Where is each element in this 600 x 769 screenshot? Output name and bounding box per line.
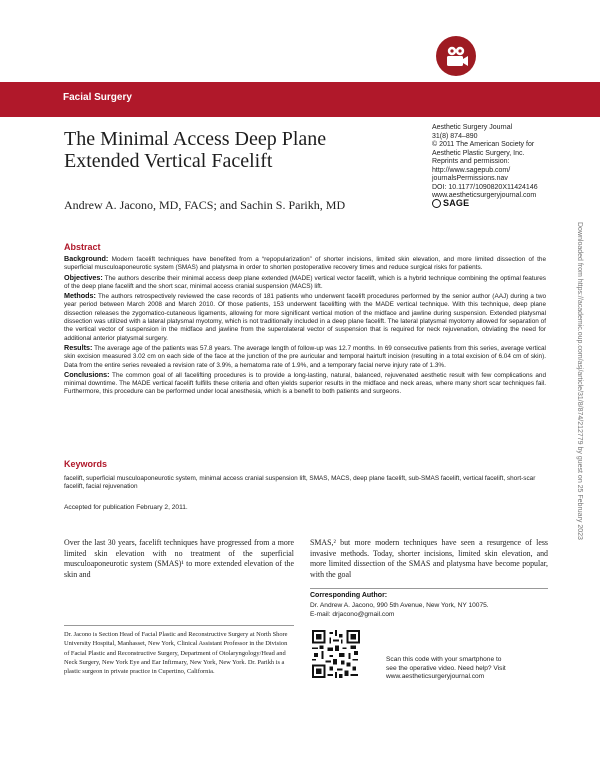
journal-info-line: Aesthetic Plastic Surgery, Inc.	[432, 149, 525, 157]
abstract-text: Modern facelift techniques have benefited from a “repopularization” of shorter incisions, limited skin elevation, and more limited dissection of the superficial musculoaponeurotic system (SMAS) and platysma in order to shorten postoperative recovery times and reduce surgical risks for patients.	[64, 256, 547, 272]
abstract-paragraph	[64, 255, 546, 273]
journal-info-line[interactable]: journalsPermissions.nav	[432, 175, 508, 182]
journal-info-line[interactable]: http://www.sagepub.com/	[432, 166, 511, 174]
abstract-heading: Abstract	[64, 242, 101, 252]
corresponding-author-address: Dr. Andrew A. Jacono, 990 5th Avenue, New York, NY 10075.	[310, 602, 489, 609]
article-title: The Minimal Access Deep Plane Extended Vertical Facelift	[64, 128, 327, 172]
qr-caption: Scan this code with your smartphone to see the operative video. Need help? Visit www.aestheticsurgeryjournal.com	[386, 656, 506, 681]
abstract-body	[64, 255, 546, 397]
corresponding-author-heading: Corresponding Author:	[310, 592, 388, 599]
abstract-paragraph	[64, 292, 546, 343]
journal-info-line: 31(8) 874–890	[432, 132, 478, 140]
abstract-paragraph	[64, 344, 546, 370]
body-column-left: Over the last 30 years, facelift techniques have progressed from a more limited skin elevation with no treatment of the superficial musculoaponeurotic system (SMAS)¹ to more extended elevation of the skin and	[64, 538, 294, 579]
journal-info-line: Reprints and permission:	[432, 158, 510, 165]
article-authors: Andrew A. Jacono, MD, FACS; and Sachin S. Parikh, MD	[64, 198, 346, 212]
abstract-label: Conclusions:	[64, 369, 110, 379]
journal-info-line[interactable]: www.aestheticsurgeryjournal.com	[432, 192, 537, 199]
journal-info-line: © 2011 The American Society for	[432, 141, 535, 148]
divider	[64, 625, 294, 626]
sage-icon	[432, 199, 441, 208]
abstract-text: The average age of the patients was 57.8 years. The average length of follow-up was 12.7 months. In 69 consecutive patients from this series, average vertical skin excision measured 3.02 cm on each side of the face at the junction of the pre auricular and temporal hairtuft incision (resulting in a total excision of 6.04 cm of skin). Data from the entire series revealed a revision rate of 3.9%, a hematoma rate of 1.9%, and a temporary facial nerve injury rate of 1.3%.	[64, 344, 546, 369]
journal-logo	[436, 36, 476, 76]
download-watermark: Downloaded from https://academic.oup.com/asj/article/31/8/874/212779 by guest on 25 February 2023	[576, 222, 583, 540]
abstract-text: The common goal of all facelifting procedures is to provide a long-lasting, natural, balanced, rejuvenated aesthetic result with few complications and minimal downtime. The MADE vertical facelift fulfills these criteria and often yields superior results in the midface and neck areas, where many short scar techniques fail. Furthermore, this procedure can be performed under local anesthesia, which is a benefit to both patients and surgeons.	[64, 371, 546, 396]
abstract-paragraph	[64, 371, 546, 397]
publisher-name: SAGE	[443, 198, 470, 208]
section-label: Facial Surgery	[63, 92, 132, 103]
journal-info-line: Aesthetic Surgery Journal	[432, 124, 513, 131]
divider	[310, 588, 548, 589]
publisher-logo	[432, 198, 469, 208]
body-column-right: SMAS,² but more modern techniques have seen a resurgence of less invasive methods. Today, shorter incisions, limited skin elevation, and more limited dissection of the SMAS and platysma have become popular, with the goal	[310, 538, 548, 579]
keywords-heading: Keywords	[64, 459, 108, 469]
abstract-label: Methods:	[64, 291, 96, 301]
journal-info	[432, 124, 572, 201]
author-affiliation: Dr. Jacono is Section Head of Facial Plastic and Reconstructive Surgery at North Shore University Hospital, Manhasset, New York, Clinical Assistant Professor in the Division of Facial Plastic and Reconstructive Surgery, Department of Otolaryngology/Head and Neck Surgery, New York Eye and Ear Infirmary, New York, New York. Dr. Parikh is a plastic surgeon in private practice in Cupertino, California.	[64, 631, 288, 676]
abstract-label: Background:	[64, 254, 109, 263]
corresponding-author-email[interactable]: E-mail: drjacono@gmail.com	[310, 611, 395, 618]
section-banner	[0, 82, 600, 117]
abstract-label: Results:	[64, 342, 93, 352]
qr-code-icon[interactable]	[312, 630, 360, 678]
keywords-text: facelift, superficial musculoaponeurotic system, minimal access cranial suspension lift, SMAS, MACS, deep plane facelift, sub-SMAS facelift, vertical facelift, short-scar facelift, facial rejuvenation	[64, 475, 536, 491]
abstract-label: Objectives:	[64, 272, 103, 282]
journal-info-line: DOI: 10.1177/1090820X11424146	[432, 183, 538, 191]
abstract-paragraph	[64, 274, 546, 292]
accepted-date: Accepted for publication February 2, 2011.	[64, 504, 188, 511]
abstract-text: The authors describe their minimal access deep plane extended (MADE) vertical vector facelift, which is a hybrid technique combining the optimal features of the deep plane facelift and the short scar, minimal access cranial suspension (MACS) lift.	[64, 274, 546, 290]
camera-icon	[436, 36, 476, 76]
abstract-text: The authors retrospectively reviewed the case records of 181 patients who underwent facelift procedures performed by the senior author (AAJ) during a two year period between March 2008 and March 2010. Of those patients, 153 underwent facelifting with the MADE vertical technique. With this technique, deep plane dissection releases the zygomatico-cutaneous ligaments, allowing for more significant vertical motion of the midface and jawline during suspension. Extended platysmal dissection was utilized with a lateral platysmal myotomy, which is not traditionally included in a deep plane facelift. The lateral platysmal myotomy allowed for separation of the vertical vector of suspension in the midface and jawline from the superolateral vector of suspension that is required for neck rejuvenation, obviating the need for additional anterior platysmal surgery.	[64, 293, 547, 342]
